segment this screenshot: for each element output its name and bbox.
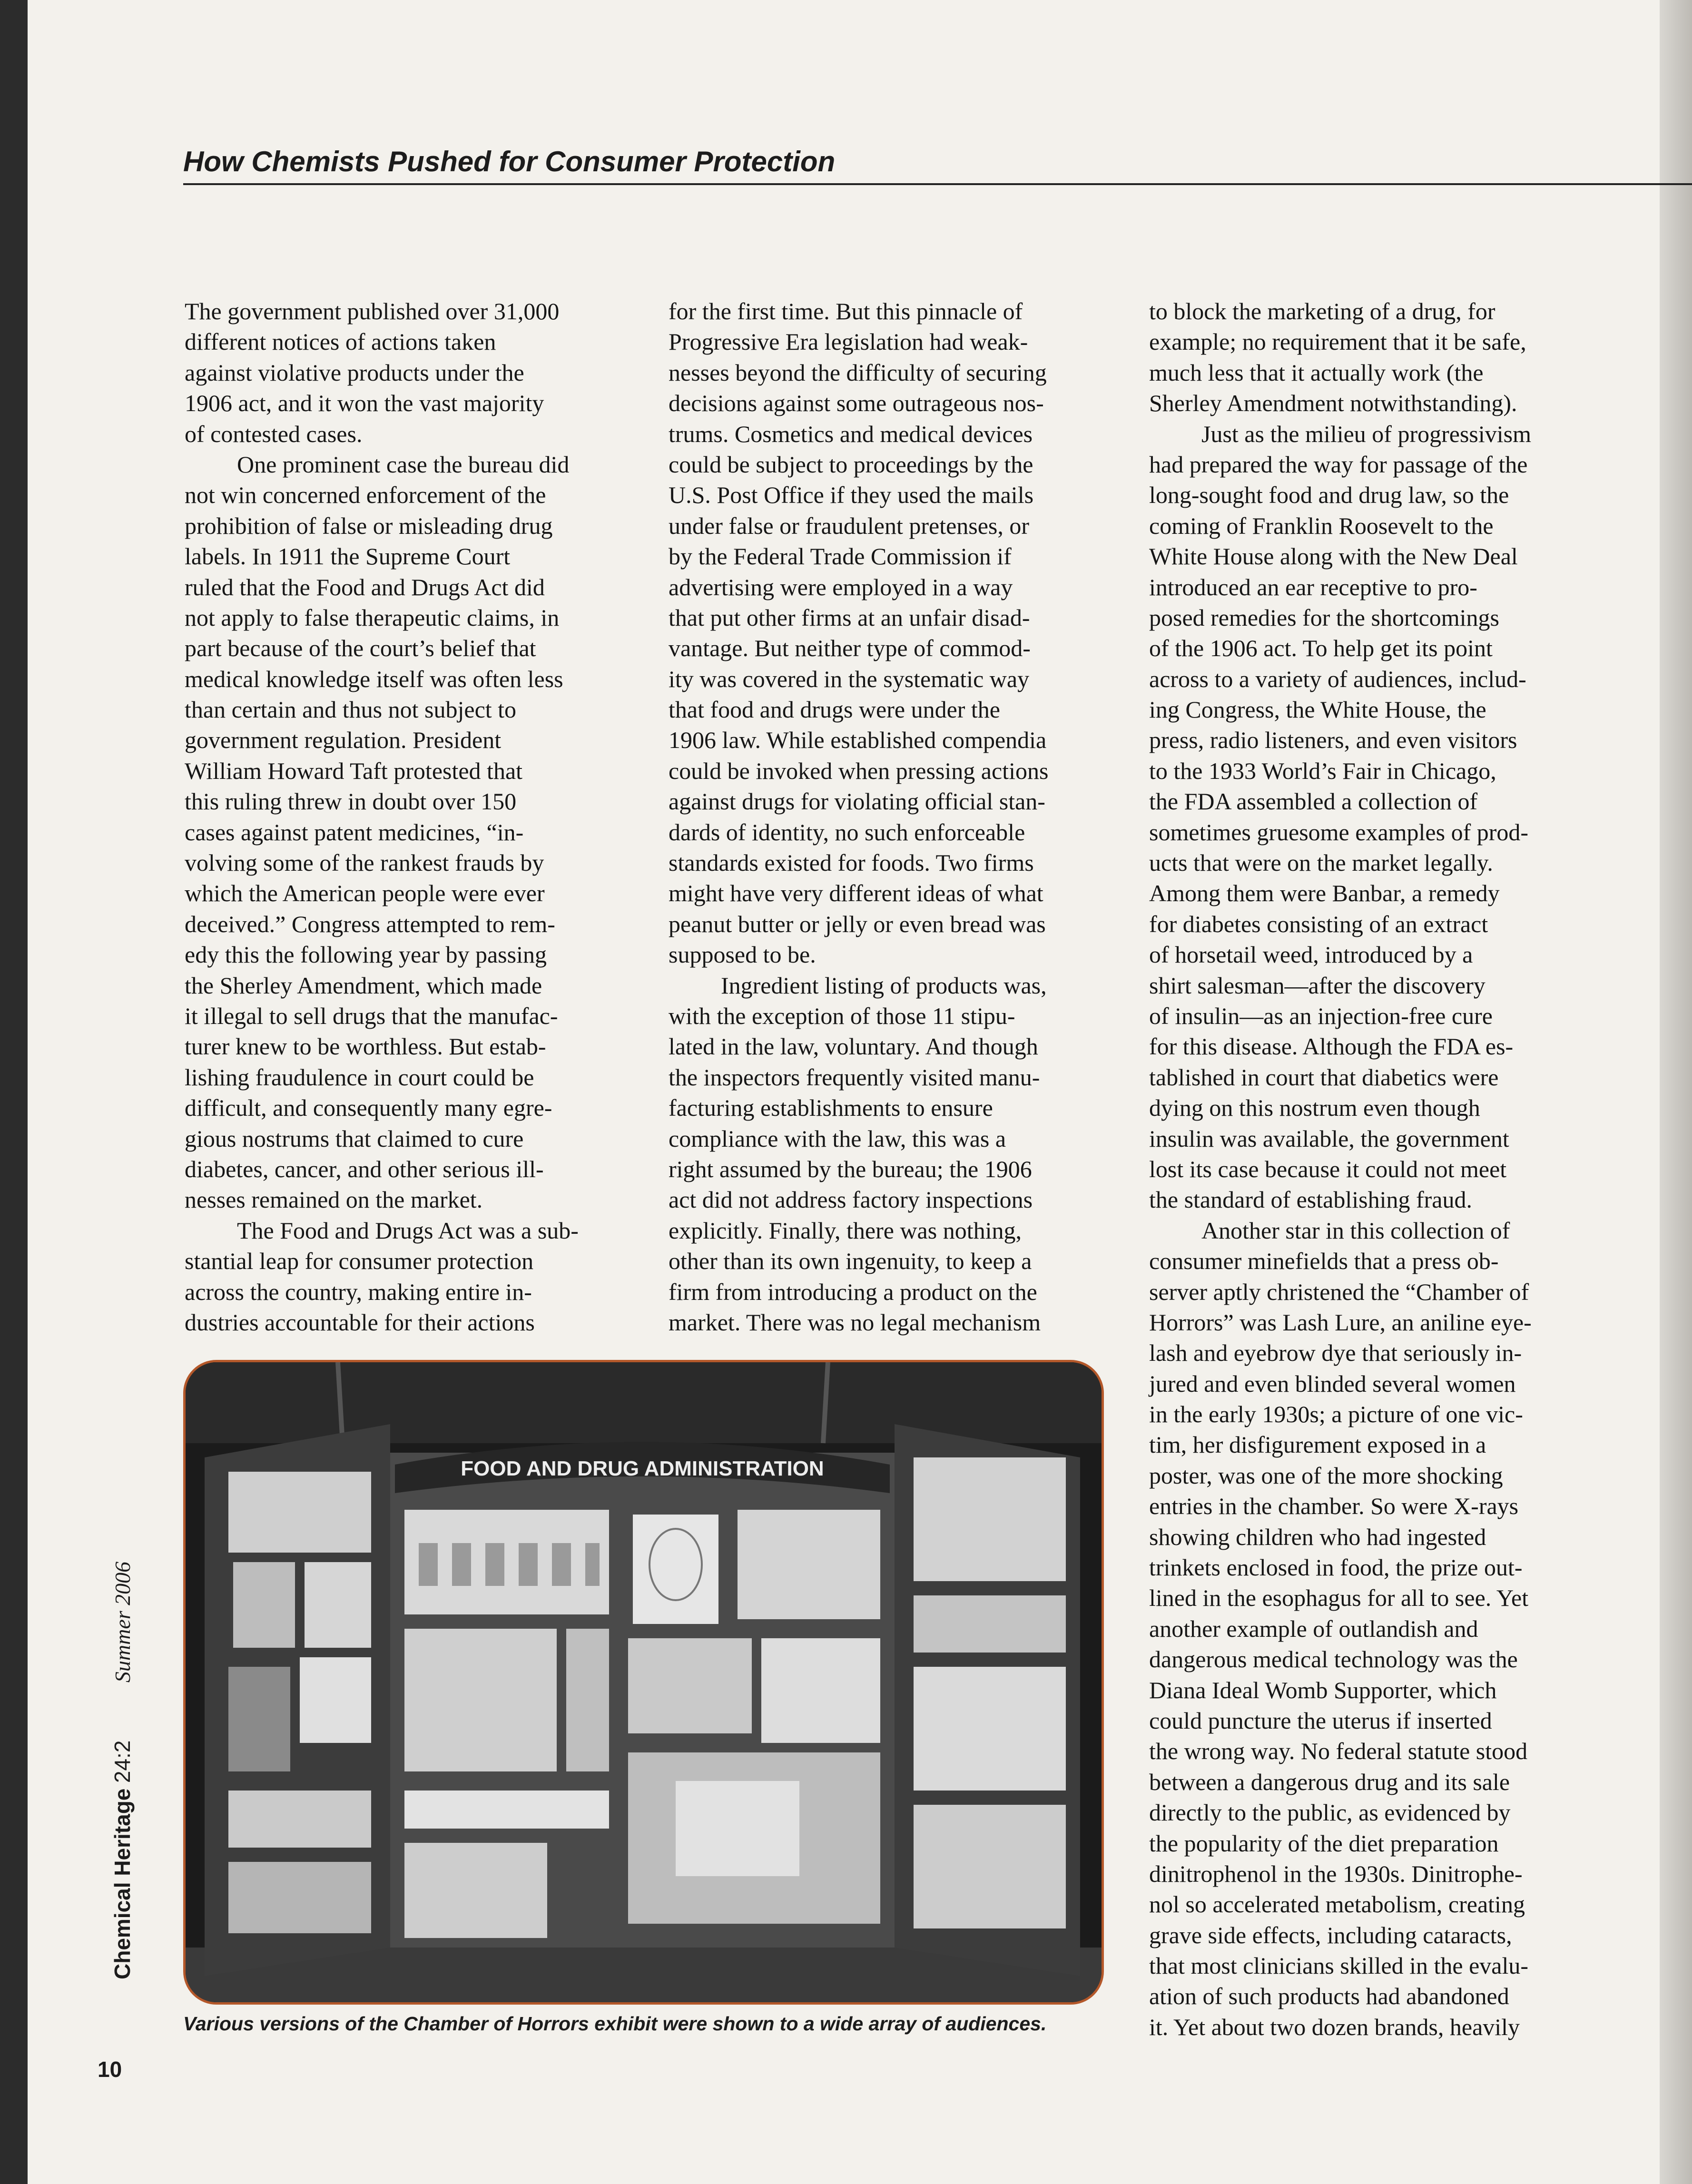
article-text-line: different notices of actions taken <box>185 328 496 355</box>
article-text-line: government regulation. President <box>185 727 502 754</box>
article-text-line: the standard of establishing fraud. <box>1149 1186 1472 1213</box>
article-text-line: another example of outlandish and <box>1149 1615 1478 1642</box>
article-text-line: White House along with the New Deal <box>1149 543 1518 570</box>
article-text-line: posed remedies for the shortcomings <box>1149 604 1499 631</box>
page-number: 10 <box>98 2057 122 2082</box>
article-text-line: for the first time. But this pinnacle of <box>669 298 1023 325</box>
article-column-1 <box>185 296 613 1338</box>
article-text-line: introduced an ear receptive to pro- <box>1149 573 1477 600</box>
article-text-line: prohibition of false or misleading drug <box>185 512 553 539</box>
article-text-line: Just as the milieu of progressivism <box>1201 420 1531 447</box>
header-rule <box>183 183 1692 185</box>
article-text-line: the popularity of the diet preparation <box>1149 1830 1499 1857</box>
article-text-line: it. Yet about two dozen brands, heavily <box>1149 2013 1520 2040</box>
article-text-line: cases against patent medicines, “in- <box>185 818 524 846</box>
article-text-line: advertising were employed in a way <box>669 573 1013 600</box>
article-text-line: facturing establishments to ensure <box>669 1094 993 1122</box>
article-text-line: dards of identity, no such enforceable <box>669 818 1025 846</box>
article-text-line: entries in the chamber. So were X-rays <box>1149 1493 1519 1520</box>
article-text-line: stantial leap for consumer protection <box>185 1248 534 1275</box>
article-text-line: coming of Franklin Roosevelt to the <box>1149 512 1494 539</box>
article-text-line: edy this the following year by passing <box>185 941 547 968</box>
article-text-line: tablished in court that diabetics were <box>1149 1063 1499 1091</box>
issue-number: 24:2 <box>110 1740 135 1783</box>
article-text-line: Horrors” was Lash Lure, an aniline eye- <box>1149 1308 1532 1336</box>
article-text-line: ing Congress, the White House, the <box>1149 696 1486 723</box>
article-text-line: supposed to be. <box>669 941 816 968</box>
article-text-line: ation of such products had abandoned <box>1149 1983 1509 2010</box>
article-text-line: 1906 law. While established compendia <box>669 727 1047 754</box>
article-text-line: between a dangerous drug and its sale <box>1149 1768 1510 1795</box>
article-text-line: nesses beyond the difficulty of securing <box>669 359 1047 386</box>
article-text-line: by the Federal Trade Commission if <box>669 543 1012 570</box>
exhibit-banner-text: FOOD AND DRUG ADMINISTRATION <box>461 1457 824 1480</box>
article-text-line: tim, her disfigurement exposed in a <box>1149 1431 1486 1458</box>
article-text-line: lash and eyebrow dye that seriously in- <box>1149 1339 1522 1367</box>
article-text-line: turer knew to be worthless. But estab- <box>185 1033 546 1060</box>
article-text-line: that food and drugs were under the <box>669 696 1000 723</box>
article-text-line: shirt salesman—after the discovery <box>1149 972 1485 999</box>
article-text-line: consumer minefields that a press ob- <box>1149 1248 1499 1275</box>
article-text-line: compliance with the law, this was a <box>669 1125 1006 1152</box>
publication-name: Chemical Heritage <box>110 1788 135 1979</box>
article-text-line: Ingredient listing of products was, <box>721 972 1047 999</box>
article-text-line: long-sought food and drug law, so the <box>1149 482 1509 509</box>
article-text-line: press, radio listeners, and even visitors <box>1149 727 1517 754</box>
exhibit-photo <box>183 1360 1104 2005</box>
article-text-line: had prepared the way for passage of the <box>1149 451 1528 478</box>
article-text-line: showing children who had ingested <box>1149 1523 1486 1550</box>
article-text-line: act did not address factory inspections <box>669 1186 1033 1213</box>
article-text-line: Another star in this collection of <box>1201 1217 1510 1244</box>
article-text-line: The Food and Drugs Act was a sub- <box>237 1217 579 1244</box>
article-text-line: grave side effects, including cataracts, <box>1149 1921 1512 1948</box>
article-text-line: trinkets enclosed in food, the prize out- <box>1149 1554 1523 1581</box>
article-text-line: lined in the esophagus for all to see. Yet <box>1149 1584 1529 1612</box>
article-text-line: nesses remained on the market. <box>185 1186 483 1213</box>
article-text-line: that put other firms at an unfair disad- <box>669 604 1030 631</box>
article-text-line: in the early 1930s; a picture of one vic- <box>1149 1401 1523 1428</box>
article-text-line: Sherley Amendment notwithstanding). <box>1149 390 1517 417</box>
article-text-line: of the 1906 act. To help get its point <box>1149 635 1493 662</box>
article-text-line: difficult, and consequently many egre- <box>185 1094 552 1122</box>
article-text-line: vantage. But neither type of commod- <box>669 635 1031 662</box>
article-text-line: sometimes gruesome examples of prod- <box>1149 818 1529 846</box>
article-text-line: across the country, making entire in- <box>185 1278 532 1305</box>
sidebar-publication-credit <box>109 1562 135 1979</box>
issue-season: Summer 2006 <box>110 1561 135 1683</box>
article-text-line: nol so accelerated metabolism, creating <box>1149 1891 1525 1918</box>
article-text-line: the inspectors frequently visited manu- <box>669 1063 1040 1091</box>
article-text-line: right assumed by the bureau; the 1906 <box>669 1155 1032 1182</box>
article-text-line: Progressive Era legislation had weak- <box>669 328 1028 355</box>
article-text-line: the Sherley Amendment, which made <box>185 972 542 999</box>
article-text-line: lated in the law, voluntary. And though <box>669 1033 1038 1060</box>
article-text-line: diabetes, cancer, and other serious ill- <box>185 1155 544 1182</box>
article-text-line: much less that it actually work (the <box>1149 359 1484 386</box>
article-text-line: across to a variety of audiences, includ- <box>1149 665 1526 692</box>
photo-caption: Various versions of the Chamber of Horrors exhibit were shown to a wide array of audiences. <box>183 2013 1047 2035</box>
article-text-line: U.S. Post Office if they used the mails <box>669 482 1034 509</box>
article-text-line: of contested cases. <box>185 420 363 447</box>
article-text-line: other than its own ingenuity, to keep a <box>669 1248 1032 1275</box>
article-text-line: jured and even blinded several women <box>1149 1370 1516 1397</box>
article-text-line: firm from introducing a product on the <box>669 1278 1037 1305</box>
article-text-line: poster, was one of the more shocking <box>1149 1462 1503 1489</box>
article-text-line: labels. In 1911 the Supreme Court <box>185 543 511 570</box>
article-text-line: lishing fraudulence in court could be <box>185 1063 534 1091</box>
article-text-line: to block the marketing of a drug, for <box>1149 298 1495 325</box>
article-text-line: market. There was no legal mechanism <box>669 1308 1041 1336</box>
article-text-line: not apply to false therapeutic claims, in <box>185 604 560 631</box>
article-text-line: might have very different ideas of what <box>669 880 1043 907</box>
article-column-2 <box>669 296 1097 1338</box>
article-text-line: for this disease. Although the FDA es- <box>1149 1033 1514 1060</box>
article-text-line: against violative products under the <box>185 359 524 386</box>
article-text-line: ity was covered in the systematic way <box>669 665 1030 692</box>
article-text-line: against drugs for violating official stan- <box>669 788 1045 815</box>
article-text-line: The government published over 31,000 <box>185 298 560 325</box>
article-text-line: trums. Cosmetics and medical devices <box>669 420 1033 447</box>
article-text-line: it illegal to sell drugs that the manufac- <box>185 1002 558 1029</box>
article-text-line: William Howard Taft protested that <box>185 757 523 784</box>
article-text-line: could be invoked when pressing actions <box>669 757 1049 784</box>
article-text-line: dinitrophenol in the 1930s. Dinitrophe- <box>1149 1860 1523 1887</box>
article-text-line: could puncture the uterus if inserted <box>1149 1707 1492 1734</box>
article-text-line: than certain and thus not subject to <box>185 696 517 723</box>
article-text-line: Diana Ideal Womb Supporter, which <box>1149 1676 1497 1703</box>
article-text-line: medical knowledge itself was often less <box>185 665 563 692</box>
article-text-line: part because of the court’s belief that <box>185 635 536 662</box>
article-text-line: the wrong way. No federal statute stood <box>1149 1738 1528 1765</box>
article-text-line: ucts that were on the market legally. <box>1149 849 1493 876</box>
article-text-line: dying on this nostrum even though <box>1149 1094 1480 1122</box>
running-header-title: How Chemists Pushed for Consumer Protection <box>183 146 836 177</box>
article-text-line: with the exception of those 11 stipu- <box>669 1002 1015 1029</box>
article-text-line: under false or fraudulent pretenses, or <box>669 512 1030 539</box>
article-text-line: lost its case because it could not meet <box>1149 1155 1507 1182</box>
article-text-line: which the American people were ever <box>185 880 545 907</box>
article-text-line: for diabetes consisting of an extract <box>1149 910 1488 937</box>
article-text-line: the FDA assembled a collection of <box>1149 788 1478 815</box>
article-text-line: example; no requirement that it be safe, <box>1149 328 1526 355</box>
article-text-line: this ruling threw in doubt over 150 <box>185 788 517 815</box>
article-text-line: that most clinicians skilled in the evalu- <box>1149 1952 1529 1979</box>
article-text-line: dangerous medical technology was the <box>1149 1646 1518 1673</box>
article-text-line: One prominent case the bureau did <box>237 451 570 478</box>
article-text-line: explicitly. Finally, there was nothing, <box>669 1217 1022 1244</box>
article-text-line: of horsetail weed, introduced by a <box>1149 941 1473 968</box>
article-text-line: deceived.” Congress attempted to rem- <box>185 910 555 937</box>
article-text-line: of insulin—as an injection-free cure <box>1149 1002 1493 1029</box>
article-text-line: decisions against some outrageous nos- <box>669 390 1044 417</box>
article-text-line: dustries accountable for their actions <box>185 1308 535 1336</box>
exhibit-photo-illustration <box>186 1362 1102 2002</box>
article-text-line: directly to the public, as evidenced by <box>1149 1799 1511 1826</box>
article-text-line: to the 1933 World’s Fair in Chicago, <box>1149 757 1496 784</box>
article-text-line: Among them were Banbar, a remedy <box>1149 880 1500 907</box>
article-text-line: gious nostrums that claimed to cure <box>185 1125 524 1152</box>
adjacent-page-edge <box>1660 0 1692 2184</box>
article-text-line: could be subject to proceedings by the <box>669 451 1033 478</box>
article-text-line: server aptly christened the “Chamber of <box>1149 1278 1529 1305</box>
article-text-line: not win concerned enforcement of the <box>185 482 546 509</box>
article-text-line: peanut butter or jelly or even bread was <box>669 910 1046 937</box>
article-text-line: insulin was available, the government <box>1149 1125 1509 1152</box>
article-text-line: volving some of the rankest frauds by <box>185 849 544 876</box>
article-text-line: standards existed for foods. Two firms <box>669 849 1034 876</box>
article-text-line: ruled that the Food and Drugs Act did <box>185 573 545 600</box>
article-text-line: 1906 act, and it won the vast majority <box>185 390 544 417</box>
article-column-3 <box>1149 296 1577 2042</box>
